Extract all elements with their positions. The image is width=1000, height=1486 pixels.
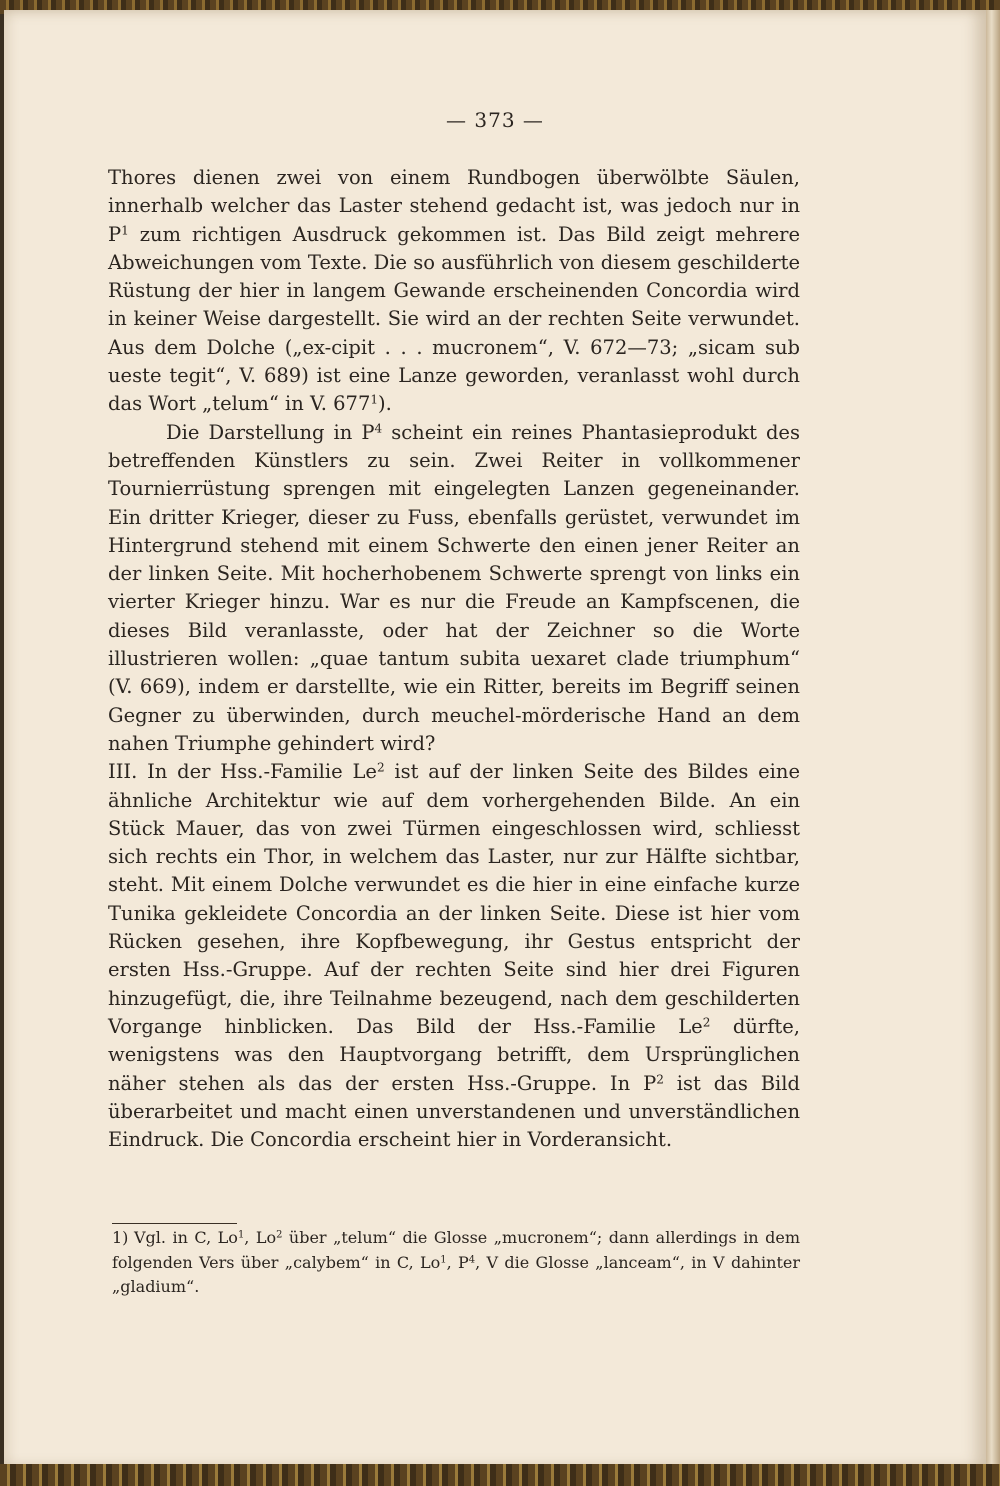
paragraph-1: Thores dienen zwei von einem Rundbogen überwölbte Säulen, innerhalb welcher das Laster stehend gedacht ist, was jedoch nur in $P^1$ zum richtigen Ausdruck gekommen ist. Das Bild zeigt mehrere Abweichungen vom Texte. Die so ausführlich von diesem geschilderte Rüstung der hier in langem Gewande erscheinenden Concordia wird in keiner Weise dargestellt. Sie wird an der rechten Seite verwundet. Aus dem Dolche („ex-cipit . . . mucronem“, V. 672—73; „sicam sub ueste tegit“, V. 689) ist eine Lanze geworden, veranlasst wohl durch das Wort „telum“ in V. $677^1$). [108, 166, 800, 416]
book-page [4, 10, 986, 1468]
paragraph-3: III. In der Hss.-Familie Le$^2$ ist auf der linken Seite des Bildes eine ähnliche Architektur wie auf dem vorhergehenden Bilde. An ein Stück Mauer, das von zwei Türmen eingeschlossen wird, schliesst sich rechts ein Thor, in welchem das Laster, nur zur Hälfte sichtbar, steht. Mit einem Dolche verwundet es die hier in eine einfache kurze Tunika gekleidete Concordia an der linken Seite. Diese ist hier vom Rücken gesehen, ihre Kopfbewegung, ihr Gestus entspricht der ersten Hss.-Gruppe. Auf der rechten Seite sind hier drei Figuren hinzugefügt, die, ihre Teilnahme bezeugend, nach dem geschilderten Vorgange hinblicken. Das Bild der Hss.-Familie Le$^2$ dürfte, wenigstens was den Hauptvorgang betrifft, dem Ursprünglichen näher stehen als das der ersten Hss.-Gruppe. In $P^2$ ist das Bild überarbeitet und macht einen unverstandenen und unverständlichen Eindruck. Die Concordia erscheint hier in Vorderansicht. [108, 760, 801, 1152]
footnote-text: Vgl. in C, Lo$^1$, Lo$^2$ über „telum“ die Glosse „mucronem“; dann allerdings in dem folgenden Vers über „calybem“ in C, Lo$^1$, $P^4$, V die Glosse „lanceam“, in V dahinter „gladium“. [112, 1228, 800, 1296]
book-binding-bottom [0, 1464, 1000, 1486]
paragraph-2: Die Darstellung in $P^4$ scheint ein reines Phantasieprodukt des betreffenden Künstlers zu sein. Zwei Reiter in vollkommener Tournierrüstung sprengen mit eingelegten Lanzen gegeneinander. Ein dritter Krieger, dieser zu Fuss, ebenfalls gerüstet, verwundet im Hintergrund stehend mit einem Schwerte den einen jener Reiter an der linken Seite. Mit hocherhobenem Schwerte sprengt von links ein vierter Krieger hinzu. War es nur die Freude an Kampfscenen, die dieses Bild veranlasste, oder hat der Zeichner so die Worte illustrieren wollen: „quae tantum subita uexaret clade triumphum“ (V. 669), indem er darstellte, wie ein Ritter, bereits im Begriff seinen Gegner zu überwinden, durch meuchel-mörderische Hand an dem nahen Triumphe gehindert wird? [108, 420, 800, 755]
footnote-marker: 1) [112, 1228, 129, 1247]
footnote [112, 1226, 800, 1300]
page-edge [986, 10, 1000, 1468]
body-text [108, 164, 800, 1154]
page-number: — 373 — [446, 108, 544, 132]
footnote-rule [112, 1223, 237, 1224]
